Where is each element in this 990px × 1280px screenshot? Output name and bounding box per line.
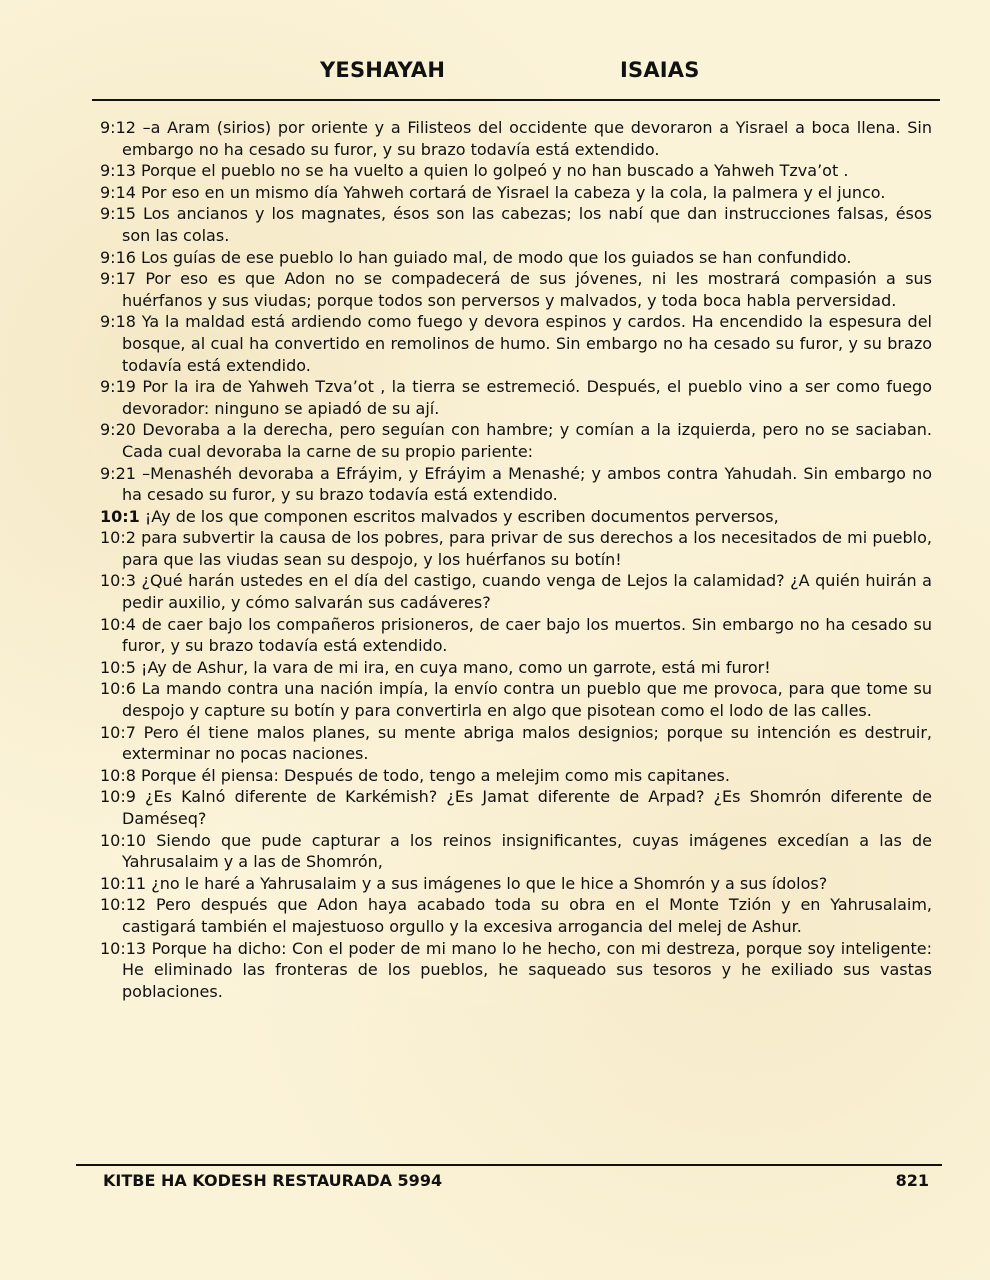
verse-reference: 9:16 <box>100 247 136 267</box>
verse-reference: 10:13 <box>100 938 147 958</box>
verse-text: para subvertir la causa de los pobres, para privar de sus derechos a los necesitados de mi pueblo, para que las viudas sean su despojo, y los huérfanos su botín! <box>122 528 933 569</box>
verse-reference: 10:9 <box>100 787 136 807</box>
verse <box>100 311 932 376</box>
verse-text: Por la ira de Yahweh Tzva’ot , la tierra se estremeció. Después, el pueblo vino a ser como fuego devorador: ninguno se apiadó de su ají. <box>122 377 932 418</box>
verse-text: ¡Ay de los que componen escritos malvados y escriben documentos perversos, <box>144 506 779 526</box>
verse-reference: 9:15 <box>100 204 136 224</box>
verse-reference: 10:6 <box>100 679 136 699</box>
verse-reference: 9:13 <box>100 161 136 181</box>
verse-text: Porque el pueblo no se ha vuelto a quien lo golpeó y no han buscado a Yahweh Tzva’ot . <box>141 161 849 181</box>
verse <box>100 376 932 419</box>
verse-text: Porque ha dicho: Con el poder de mi mano lo he hecho, con mi destreza, porque soy inteligente: He eliminado las fronteras de los pueblos, he saqueado sus tesoros y he exiliado sus vastas poblaciones. <box>122 938 932 1001</box>
verse-reference: 10:8 <box>100 765 136 785</box>
verse <box>100 527 932 570</box>
verse <box>100 247 932 269</box>
header-book-title-spanish: ISAIAS <box>620 58 700 82</box>
verse-reference: 10:3 <box>100 571 136 591</box>
verse <box>100 786 932 829</box>
verse-reference: 10:4 <box>100 614 136 634</box>
verse-list <box>100 117 932 1002</box>
verse-reference: 9:21 <box>100 463 136 483</box>
verse <box>100 268 932 311</box>
header-divider <box>92 99 940 101</box>
verse-text: Pero después que Adon haya acabado toda su obra en el Monte Tzión y en Yahrusalaim, castigará también el majestuoso orgullo y la excesiva arrogancia del melej de Ashur. <box>122 895 933 936</box>
verse <box>100 894 932 937</box>
verse <box>100 657 932 679</box>
verse-reference: 10:11 <box>100 873 147 893</box>
verse-text: Pero él tiene malos planes, su mente abriga malos designios; porque su intención es destruir, exterminar no pocas naciones. <box>122 722 932 764</box>
footer-title: KITBE HA KODESH RESTAURADA 5994 <box>103 1171 443 1190</box>
verse-text: –a Aram (sirios) por oriente y a Filisteos del occidente que devoraron a Yisrael a boca llena. Sin embargo no ha cesado su furor, y su brazo todavía está extendido. <box>122 118 933 159</box>
verse-reference: 9:14 <box>100 182 136 202</box>
verse <box>100 160 932 182</box>
verse-reference: 9:20 <box>100 420 136 440</box>
verse-text: Por eso en un mismo día Yahweh cortará de Yisrael la cabeza y la cola, la palmera y el junco. <box>141 182 886 202</box>
verse <box>100 938 932 1003</box>
verse-text: ¿Qué harán ustedes en el día del castigo, cuando venga de Lejos la calamidad? ¿A quién huirán a pedir auxilio, y cómo salvarán sus cadáveres? <box>122 571 932 613</box>
verse-text: Ya la maldad está ardiendo como fuego y devora espinos y cardos. Ha encendido la espesura del bosque, al cual ha convertido en remolinos de humo. Sin embargo no ha cesado su furor, y su brazo todavía está extendido. <box>122 312 932 375</box>
page-number: 821 <box>895 1171 929 1190</box>
verse-text: Siendo que pude capturar a los reinos insignificantes, cuyas imágenes excedían a las de Yahrusalaim y a las de Shomrón, <box>122 830 932 872</box>
verse <box>100 506 932 528</box>
verse-text: –Menashéh devoraba a Efráyim, y Efráyim a Menashé; y ambos contra Yahudah. Sin embargo no ha cesado su furor, y su brazo todavía está extendido. <box>122 463 932 505</box>
verse <box>100 203 932 246</box>
verse-reference: 9:18 <box>100 312 136 332</box>
verse <box>100 722 932 765</box>
verse-text: Devoraba a la derecha, pero seguían con hambre; y comían a la izquierda, pero no se saciaban. Cada cual devoraba la carne de su propio pariente: <box>122 420 932 461</box>
verse <box>100 678 932 721</box>
verse-text: Los guías de ese pueblo lo han guiado mal, de modo que los guiados se han confundido. <box>141 247 852 267</box>
verse-reference: 9:12 <box>100 118 136 137</box>
verse-text: ¡Ay de Ashur, la vara de mi ira, en cuya mano, como un garrote, está mi furor! <box>141 657 771 677</box>
verse-reference: 9:17 <box>100 269 136 289</box>
page-header <box>0 58 990 88</box>
verse <box>100 570 932 613</box>
verse-text: Los ancianos y los magnates, ésos son las cabezas; los nabí que dan instrucciones falsas, ésos son las colas. <box>122 204 933 245</box>
verse <box>100 873 932 895</box>
verse <box>100 463 932 506</box>
verse-reference: 10:2 <box>100 528 136 548</box>
verse-text: ¿no le haré a Yahrusalaim y a sus imágenes lo que le hice a Shomrón y a sus ídolos? <box>151 873 828 893</box>
verse <box>100 765 932 787</box>
verse-reference: 10:1 <box>100 506 140 526</box>
verse-text: ¿Es Kalnó diferente de Karkémish? ¿Es Jamat diferente de Arpad? ¿Es Shomrón diferente de Daméseq? <box>122 787 932 828</box>
verse-reference: 10:7 <box>100 722 136 742</box>
header-book-title-hebrew: YESHAYAH <box>320 58 446 82</box>
verse-reference: 9:19 <box>100 377 136 397</box>
verse-reference: 10:10 <box>100 830 147 850</box>
verse-text: de caer bajo los compañeros prisioneros, de caer bajo los muertos. Sin embargo no ha cesado su furor, y su brazo todavía está extendido. <box>122 614 932 656</box>
verse <box>100 182 932 204</box>
verse-text: Por eso es que Adon no se compadecerá de sus jóvenes, ni les mostrará compasión a sus huérfanos y sus viudas; porque todos son perversos y malvados, y toda boca habla perversidad. <box>122 269 933 310</box>
verse-reference: 10:5 <box>100 657 136 677</box>
verse <box>100 117 932 160</box>
verse <box>100 830 932 873</box>
footer-divider <box>76 1164 942 1166</box>
verse <box>100 419 932 462</box>
verse-reference: 10:12 <box>100 895 147 915</box>
verse <box>100 614 932 657</box>
verse-text: La mando contra una nación impía, la envío contra un pueblo que me provoca, para que tome su despojo y capture su botín y para convertirla en algo que pisotean como el lodo de las calles. <box>122 679 932 721</box>
verse-text: Porque él piensa: Después de todo, tengo a melejim como mis capitanes. <box>141 765 730 785</box>
